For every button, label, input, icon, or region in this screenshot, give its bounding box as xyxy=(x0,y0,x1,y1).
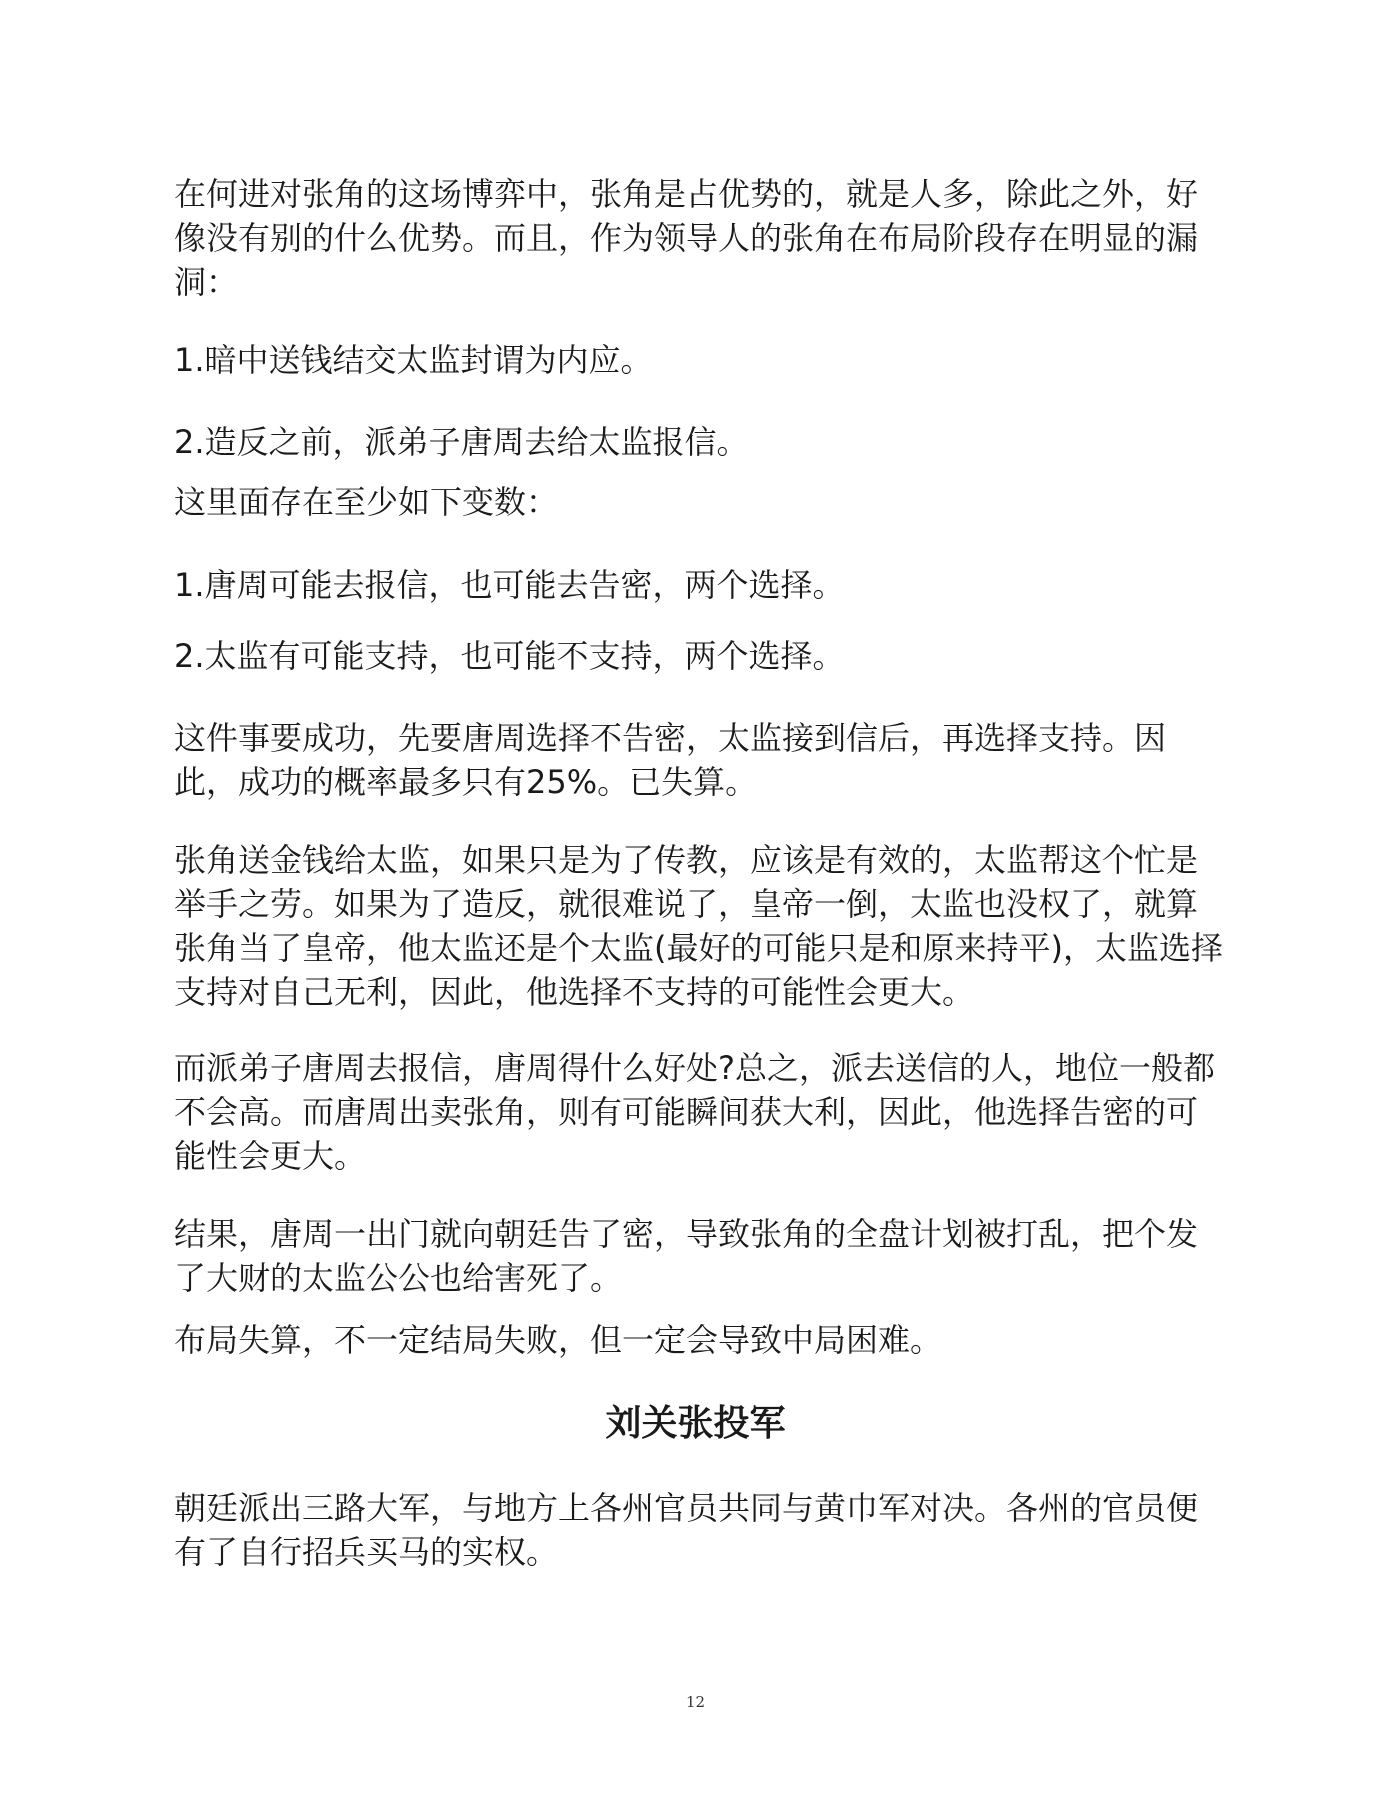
section-heading: 刘关张投军 xyxy=(605,1403,786,1444)
list-item-2: 2.造反之前，派弟子唐周去给太监报信。 xyxy=(174,423,749,461)
paragraph-result: 结果，唐周一出门就向朝廷告了密，导致张角的全盘计划被打乱，把个发了大财的太监公公也给害死了。 xyxy=(174,1215,1199,1297)
paragraph-conclusion: 布局失算，不一定结局失败，但一定会导致中局困难。 xyxy=(174,1321,943,1359)
page-number: 12 xyxy=(685,1693,706,1711)
variable-item-2: 2.太监有可能支持，也可能不支持，两个选择。 xyxy=(174,637,845,675)
paragraph-tangzhou-analysis: 而派弟子唐周去报信，唐周得什么好处?总之，派去送信的人，地位一般都不会高。而唐周出卖张角，则有可能瞬间获大利，因此，他选择告密的可能性会更大。 xyxy=(174,1049,1215,1175)
paragraph-variables-intro: 这里面存在至少如下变数： xyxy=(174,483,559,521)
paragraph-intro: 在何进对张角的这场博弈中，张角是占优势的，就是人多，除此之外，好像没有别的什么优势。而且，作为领导人的张角在布局阶段存在明显的漏洞： xyxy=(174,175,1199,301)
variable-item-1: 1.唐周可能去报信，也可能去告密，两个选择。 xyxy=(174,566,845,604)
paragraph-probability: 这件事要成功，先要唐周选择不告密，太监接到信后，再选择支持。因此，成功的概率最多只有25%。已失算。 xyxy=(174,719,1167,801)
list-item-1: 1.暗中送钱结交太监封谓为内应。 xyxy=(174,341,653,379)
paragraph-closing: 朝廷派出三路大军，与地方上各州官员共同与黄巾军对决。各州的官员便有了自行招兵买马的实权。 xyxy=(174,1489,1199,1571)
paragraph-eunuch-analysis: 张角送金钱给太监，如果只是为了传教，应该是有效的，太监帮这个忙是举手之劳。如果为了造反，就很难说了，皇帝一倒，太监也没权了，就算张角当了皇帝，他太监还是个太监(最好的可能只是和原来持平)，太监选择支持对自己无利，因此，他选择不支持的可能性会更大。 xyxy=(174,841,1223,1011)
